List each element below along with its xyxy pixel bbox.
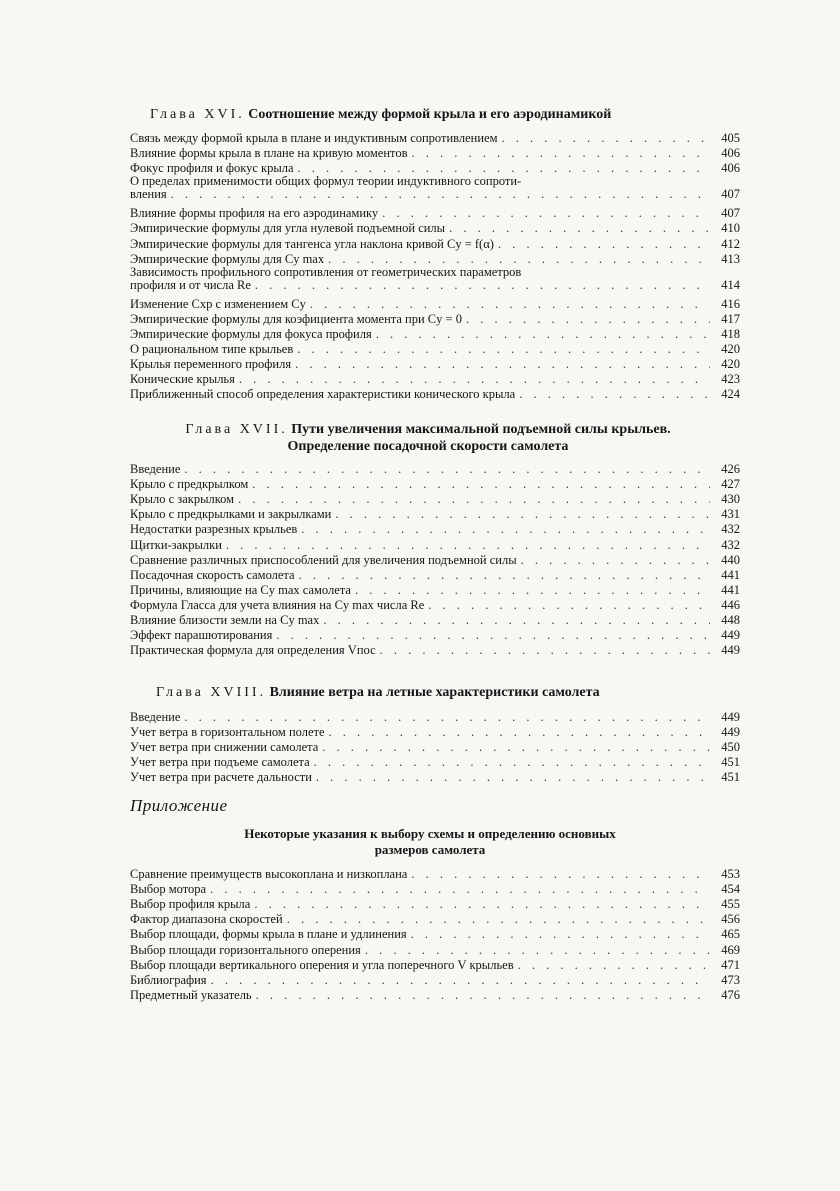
- toc-entry: [130, 957, 740, 972]
- toc-entry-title: Крыло с предкрылком: [130, 477, 249, 492]
- toc-entry: [130, 709, 740, 724]
- toc-entry-title: Учет ветра при расчете дальности: [130, 770, 312, 785]
- toc-entry-title: Зависимость профильного сопротивления от геометрических параметров: [130, 264, 522, 279]
- toc-entry: [130, 552, 740, 567]
- appendix-heading: Приложение: [130, 796, 228, 815]
- toc-entry-page: 410: [721, 221, 740, 236]
- toc-entry-page: 449: [721, 725, 740, 740]
- dot-leader: [428, 599, 710, 612]
- toc-entry-title: Эмпирические формулы для фокуса профиля: [130, 326, 372, 341]
- toc-entry: [130, 461, 740, 476]
- toc-entry-title: Выбор профиля крыла: [130, 897, 251, 912]
- toc-entry-title: Эмпирические формулы для угла нулевой подъемной силы: [130, 221, 446, 236]
- toc-entry: [130, 371, 740, 386]
- toc-entry-title: Библиография: [130, 972, 207, 987]
- toc-entry: [130, 356, 740, 371]
- dot-leader: [226, 539, 710, 552]
- toc-entry-page: 417: [721, 311, 740, 326]
- toc-entry: [130, 506, 740, 521]
- dot-leader: [411, 868, 710, 881]
- toc-entry-title: Эмпирические формулы для тангенса угла наклона кривой Cy = f(α): [130, 236, 494, 251]
- toc-entry: [130, 311, 740, 326]
- dot-leader: [254, 898, 710, 911]
- toc-entry-page: 454: [721, 882, 740, 897]
- toc-entry: [130, 754, 740, 769]
- toc-entry: [130, 911, 740, 926]
- toc-entry: [130, 341, 740, 356]
- toc-entry-page: 449: [721, 628, 740, 643]
- toc-entry-title: Формула Гласса для учета влияния на Cy max числа Re: [130, 597, 425, 612]
- chapter-17-entries: [130, 461, 740, 657]
- dot-leader: [316, 771, 710, 784]
- toc-entry: [130, 130, 740, 145]
- chapter-18-heading: Влияние ветра на летные характеристики самолета: [269, 685, 600, 700]
- toc-entry: [130, 521, 740, 536]
- toc-entry-title: Сравнение преимуществ высокоплана и низкоплана: [130, 867, 408, 882]
- toc-entry: [130, 627, 740, 642]
- toc-entry-title: Связь между формой крыла в плане и индуктивным сопротивлением: [130, 131, 498, 146]
- dot-leader: [252, 478, 710, 491]
- dot-leader: [365, 944, 710, 957]
- toc-entry-title: Выбор площади горизонтального оперения: [130, 942, 361, 957]
- chapter-18-entries: [130, 709, 740, 784]
- dot-leader: [301, 523, 710, 536]
- toc-entry: [130, 972, 740, 987]
- toc-entry-title: Щитки-закрылки: [130, 537, 222, 552]
- toc-entry-page: 416: [721, 296, 740, 311]
- dot-leader: [411, 928, 710, 941]
- dot-leader: [255, 279, 710, 292]
- toc-entry: [130, 612, 740, 627]
- toc-entry: [130, 386, 740, 401]
- appendix-title: [140, 826, 720, 858]
- dot-leader: [518, 959, 710, 972]
- toc-entry-title: Сравнение различных приспособлений для увеличения подъемной силы: [130, 552, 517, 567]
- toc-entry-page: 407: [721, 187, 740, 202]
- dot-leader: [449, 222, 710, 235]
- chapter-16-entries: [130, 130, 740, 401]
- toc-entry-title-continued: вления: [130, 187, 167, 202]
- toc-entry: [130, 866, 740, 881]
- toc-entry: [130, 145, 740, 160]
- toc-entry: [130, 582, 740, 597]
- chapter-17-label: Глава XVII.: [185, 422, 288, 437]
- dot-leader: [184, 711, 710, 724]
- toc-entry-title: Изменение Cxp с изменением Cy: [130, 296, 306, 311]
- toc-entry-title: О рациональном типе крыльев: [130, 342, 294, 357]
- toc-entry: [130, 597, 740, 612]
- chapter-16-title: [150, 106, 730, 123]
- toc-entry: [130, 491, 740, 506]
- dot-leader: [382, 207, 710, 220]
- toc-entry: [130, 235, 740, 250]
- dot-leader: [211, 974, 710, 987]
- toc-entry-page: 427: [721, 477, 740, 492]
- toc-entry-page: 456: [721, 912, 740, 927]
- appendix-entries: [130, 866, 740, 1002]
- toc-entry-page: 448: [721, 613, 740, 628]
- appendix-title-line1: Некоторые указания к выбору схемы и определению основных: [244, 826, 616, 841]
- dot-leader: [412, 147, 711, 160]
- dot-leader: [171, 188, 710, 201]
- toc-entry-title: Выбор площади, формы крыла в плане и удлинения: [130, 927, 407, 942]
- toc-entry-title: Влияние формы крыла в плане на кривую моментов: [130, 146, 408, 161]
- toc-entry-page: 426: [721, 462, 740, 477]
- toc-entry-page: 465: [721, 927, 740, 942]
- toc-entry-title: Выбор площади вертикального оперения и угла поперечного V крыльев: [130, 957, 514, 972]
- dot-leader: [519, 388, 710, 401]
- toc-entry-page: 430: [721, 492, 740, 507]
- toc-entry-page: 455: [721, 897, 740, 912]
- toc-entry: [130, 175, 740, 205]
- toc-entry: [130, 926, 740, 941]
- toc-entry: [130, 296, 740, 311]
- toc-entry-title: Предметный указатель: [130, 987, 252, 1002]
- dot-leader: [276, 629, 710, 642]
- dot-leader: [322, 741, 710, 754]
- dot-leader: [287, 913, 710, 926]
- chapter-16-heading: Соотношение между формой крыла и его аэродинамикой: [248, 107, 612, 122]
- dot-leader: [521, 554, 710, 567]
- toc-entry: [130, 220, 740, 235]
- toc-entry-title: Учет ветра при снижении самолета: [130, 740, 319, 755]
- toc-entry: [130, 896, 740, 911]
- toc-entry-page: 431: [721, 507, 740, 522]
- toc-entry: [130, 160, 740, 175]
- toc-entry-page: 432: [721, 537, 740, 552]
- toc-entry: [130, 987, 740, 1002]
- toc-entry-page: 424: [721, 387, 740, 402]
- dot-leader: [376, 328, 710, 341]
- chapter-17-heading: Пути увеличения максимальной подъемной силы крыльев.: [291, 422, 671, 437]
- dot-leader: [256, 989, 710, 1002]
- toc-entry: [130, 881, 740, 896]
- toc-entry-page: 450: [721, 740, 740, 755]
- toc-entry-title: Причины, влияющие на Cy max самолета: [130, 582, 351, 597]
- dot-leader: [335, 508, 710, 521]
- toc-entry-page: 476: [721, 987, 740, 1002]
- toc-entry-page: 449: [721, 710, 740, 725]
- toc-entry: [130, 567, 740, 582]
- toc-entry-title: Введение: [130, 710, 181, 725]
- toc-entry-title: Фактор диапазона скоростей: [130, 912, 283, 927]
- toc-entry-title: Крылья переменного профиля: [130, 357, 292, 372]
- dot-leader: [380, 644, 710, 657]
- toc-entry-page: 420: [721, 342, 740, 357]
- toc-entry-page: 441: [721, 567, 740, 582]
- toc-entry: [130, 739, 740, 754]
- dot-leader: [299, 569, 710, 582]
- dot-leader: [239, 373, 710, 386]
- dot-leader: [314, 756, 710, 769]
- dot-leader: [297, 343, 710, 356]
- toc-entry-page: 413: [721, 251, 740, 266]
- toc-entry-title: Эмпирические формулы для Cy max: [130, 251, 325, 266]
- toc-entry-page: 446: [721, 597, 740, 612]
- toc-entry: [130, 941, 740, 956]
- toc-entry-page: 451: [721, 755, 740, 770]
- toc-entry-page: 412: [721, 236, 740, 251]
- toc-entry-title: Учет ветра при подъеме самолета: [130, 755, 310, 770]
- toc-entry: [130, 266, 740, 296]
- toc-entry-title: Конические крылья: [130, 372, 235, 387]
- dot-leader: [323, 614, 710, 627]
- dot-leader: [184, 463, 710, 476]
- dot-leader: [328, 253, 710, 266]
- toc-entry-title: Крыло с закрылком: [130, 492, 235, 507]
- toc-entry: [130, 205, 740, 220]
- toc-entry-page: 441: [721, 582, 740, 597]
- toc-entry-title: Влияние близости земли на Cy max: [130, 613, 320, 628]
- toc-entry-page: 407: [721, 206, 740, 221]
- toc-entry-title: Введение: [130, 462, 181, 477]
- toc-entry-title: Посадочная скорость самолета: [130, 567, 295, 582]
- toc-entry-page: 420: [721, 357, 740, 372]
- chapter-17-heading-line2: Определение посадочной скорости самолета: [287, 439, 569, 454]
- dot-leader: [329, 726, 710, 739]
- toc-entry-title: Приближенный способ определения характеристики конического крыла: [130, 387, 516, 402]
- toc-entry-page: 423: [721, 372, 740, 387]
- toc-entry-page: 405: [721, 131, 740, 146]
- toc-entry-page: 406: [721, 161, 740, 176]
- dot-leader: [238, 493, 710, 506]
- toc-entry-page: 473: [721, 972, 740, 987]
- dot-leader: [466, 313, 710, 326]
- toc-entry-page: 449: [721, 643, 740, 658]
- dot-leader: [310, 298, 710, 311]
- toc-entry-page: 414: [721, 277, 740, 292]
- dot-leader: [210, 883, 710, 896]
- toc-entry-title: Влияние формы профиля на его аэродинамику: [130, 206, 379, 221]
- toc-entry-title: О пределах применимости общих формул теории индуктивного сопроти-: [130, 174, 522, 189]
- toc-entry: [130, 642, 740, 657]
- toc-entry: [130, 536, 740, 551]
- toc-entry-page: 453: [721, 867, 740, 882]
- toc-entry: [130, 476, 740, 491]
- toc-entry-page: 469: [721, 942, 740, 957]
- toc-entry-page: 440: [721, 552, 740, 567]
- chapter-18-title: [156, 684, 736, 701]
- toc-entry-page: 432: [721, 522, 740, 537]
- chapter-18-label: Глава XVIII.: [156, 685, 267, 700]
- toc-entry-title: Фокус профиля и фокус крыла: [130, 161, 294, 176]
- toc-entry: [130, 769, 740, 784]
- toc-entry: [130, 251, 740, 266]
- dot-leader: [295, 358, 710, 371]
- dot-leader: [355, 584, 710, 597]
- toc-entry: [130, 724, 740, 739]
- toc-entry-title: Эффект парашютирования: [130, 628, 273, 643]
- chapter-17-title: [138, 421, 718, 455]
- toc-entry-title: Недостатки разрезных крыльев: [130, 522, 298, 537]
- toc-entry-title: Крыло с предкрылками и закрылками: [130, 507, 332, 522]
- dot-leader: [498, 238, 710, 251]
- chapter-16-label: Глава XVI.: [150, 107, 245, 122]
- toc-entry-title: Учет ветра в горизонтальном полете: [130, 725, 325, 740]
- toc-entry-title: Выбор мотора: [130, 882, 207, 897]
- dot-leader: [502, 132, 710, 145]
- toc-entry-title: Эмпирические формулы для коэфициента момента при Cy = 0: [130, 311, 462, 326]
- toc-entry-page: 406: [721, 146, 740, 161]
- toc-entry-page: 451: [721, 770, 740, 785]
- toc-entry-title-continued: профиля и от числа Re: [130, 277, 251, 292]
- toc-entry: [130, 326, 740, 341]
- toc-entry-page: 418: [721, 326, 740, 341]
- toc-entry-title: Практическая формула для определения Vпос: [130, 643, 376, 658]
- appendix-title-line2: размеров самолета: [374, 842, 486, 857]
- toc-entry-page: 471: [721, 957, 740, 972]
